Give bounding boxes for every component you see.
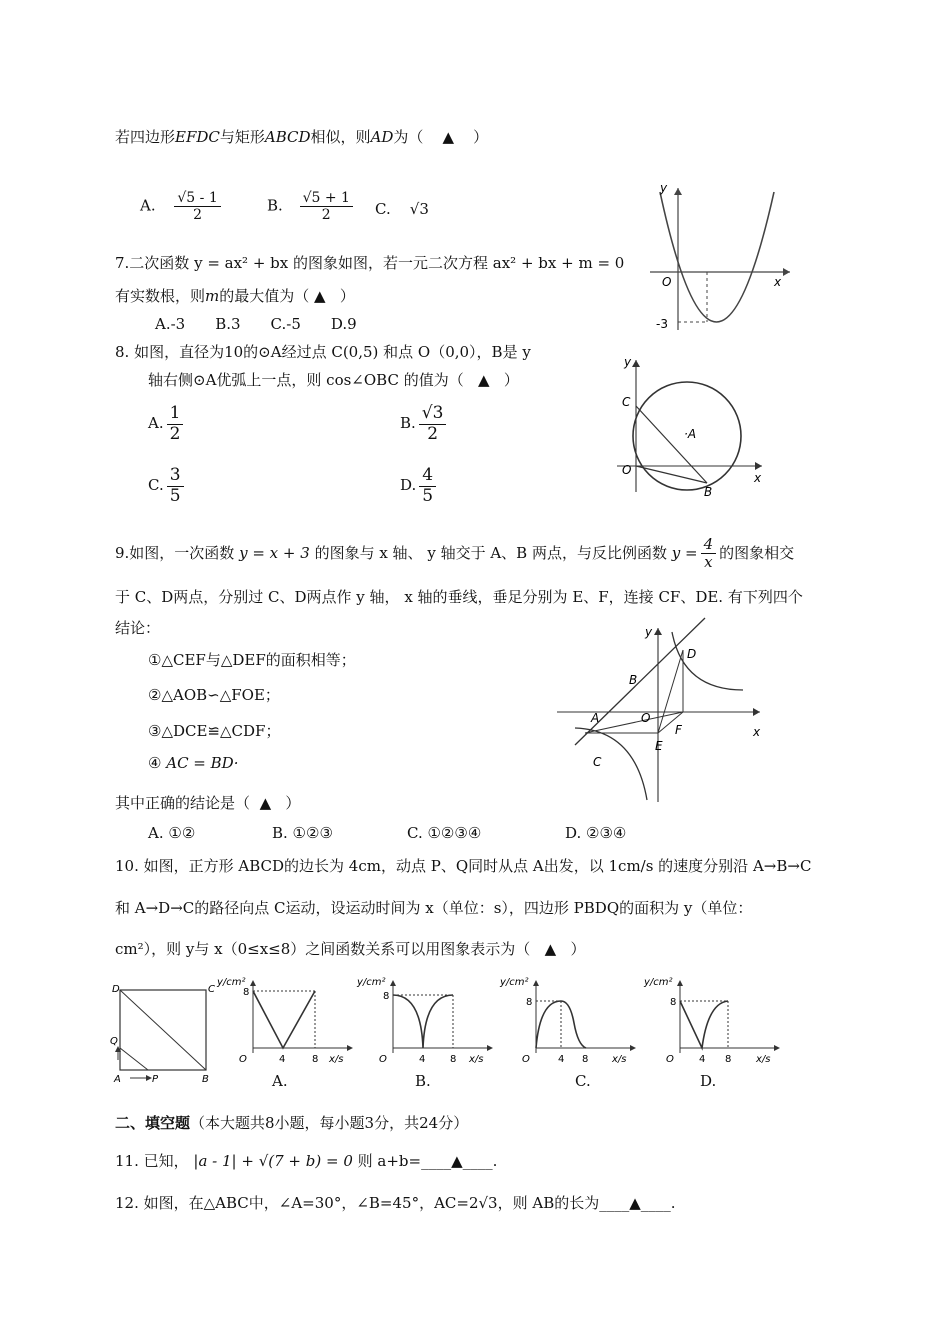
q8-a-label: ·A bbox=[684, 427, 697, 441]
q7-x-label: x bbox=[774, 275, 782, 289]
q6-option-c: C. √3 bbox=[375, 200, 429, 218]
q8-stem-line2: 轴右侧⊙A优弧上一点，则 cos∠OBC 的值为（ ▲ ） bbox=[148, 371, 519, 389]
q10-square-figure bbox=[108, 978, 220, 1086]
q10-ga-ylabel: y/cm² bbox=[217, 977, 246, 988]
q7-options: A.-3 B.3 C.-5 D.9 bbox=[155, 315, 357, 333]
answer-marker: ▲ bbox=[442, 128, 455, 146]
q10-sq-b: B bbox=[202, 1074, 209, 1085]
q10-graph-c-label: C. bbox=[575, 1072, 591, 1090]
q8-c-label: C bbox=[622, 395, 631, 409]
q8-option-d: D. $\frac{4}{5}$ bbox=[400, 466, 439, 506]
q7-y-label: y bbox=[660, 181, 668, 195]
q9-a-label: A bbox=[591, 711, 600, 725]
q6-option-b: B. $\frac{√5 + 1}{2}$ bbox=[267, 190, 356, 223]
q8-option-c: C. $\frac{3}{5}$ bbox=[148, 466, 187, 506]
q8-o-label: O bbox=[622, 463, 632, 477]
q10-gc-ylabel: y/cm² bbox=[500, 977, 529, 988]
q11: 11. 已知， |a - 1| + √(7 + b) = 0 则 a+b=____▲____. bbox=[115, 1152, 498, 1170]
q9-e-label: E bbox=[655, 739, 663, 753]
q10-gc-origin: O bbox=[522, 1054, 530, 1065]
q10-graph-d-label: D. bbox=[700, 1072, 717, 1090]
q8-option-b: B. $\frac{√3}{2}$ bbox=[400, 404, 449, 444]
q10-sq-q: Q bbox=[110, 1036, 118, 1047]
q10-graph-a bbox=[217, 973, 358, 1065]
q10-graph-b-label: B. bbox=[415, 1072, 431, 1090]
q6-option-a: A. $\frac{√5 - 1}{2}$ bbox=[140, 190, 224, 223]
q10-gb-ytick: 8 bbox=[383, 991, 390, 1002]
q10-sq-d: D bbox=[112, 984, 120, 995]
q10-stem-line2: 和 A→D→C的路径向点 C运动，设运动时间为 x（单位：s），四边形 PBDQ的面积为 y（单位： bbox=[115, 899, 753, 917]
q8-y-label: y bbox=[624, 355, 632, 369]
q10-gd-xtick4: 4 bbox=[699, 1054, 706, 1065]
q9-f-label: F bbox=[675, 723, 682, 737]
q7-parabola-graph bbox=[640, 180, 800, 340]
q10-gb-ylabel: y/cm² bbox=[357, 977, 386, 988]
q9-conclusion-1: ①△CEF与△DEF的面积相等； bbox=[148, 651, 356, 669]
q9-d-label: D bbox=[687, 647, 697, 661]
q10-gd-origin: O bbox=[666, 1054, 674, 1065]
q10-ga-ytick: 8 bbox=[243, 987, 250, 998]
q7-origin-label: O bbox=[662, 275, 672, 289]
q10-graph-a-label: A. bbox=[272, 1072, 288, 1090]
q10-ga-xtick8: 8 bbox=[312, 1054, 319, 1065]
q12: 12. 如图，在△ABC中，∠A=30°，∠B=45°，AC=2√3，则 AB的长为____▲____. bbox=[115, 1194, 676, 1212]
q8-x-label: x bbox=[754, 471, 762, 485]
q9-b-label: B bbox=[629, 673, 638, 687]
q10-stem: 10. 如图，正方形 ABCD的边长为 4cm，动点 P、Q同时从点 A出发，以 1cm/s 的速度分别沿 A→B→C bbox=[115, 857, 812, 875]
q10-gb-xlabel: x/s bbox=[469, 1054, 484, 1065]
q10-graph-d bbox=[644, 973, 785, 1065]
q10-gd-ylabel: y/cm² bbox=[644, 977, 673, 988]
q10-gb-xtick4: 4 bbox=[419, 1054, 426, 1065]
q10-gc-xtick8: 8 bbox=[582, 1054, 589, 1065]
q7-stem: 7.二次函数 y = ax² + bx 的图象如图，若一元二次方程 ax² + bx + m = 0 bbox=[115, 254, 625, 272]
q9-option-a: A. ①② bbox=[148, 824, 196, 842]
q9-option-c: C. ①②③④ bbox=[407, 824, 482, 842]
q10-graph-c bbox=[500, 973, 641, 1065]
q10-sq-p: P bbox=[152, 1074, 159, 1085]
q9-o-label: O bbox=[641, 711, 651, 725]
q10-ga-xlabel: x/s bbox=[329, 1054, 344, 1065]
q10-gc-ytick: 8 bbox=[526, 997, 533, 1008]
q6-stem: 若四边形EFDC与矩形ABCD相似，则AD为（ ▲ ） bbox=[115, 128, 489, 146]
q9-function-figure bbox=[555, 620, 775, 805]
q9-option-d: D. ②③④ bbox=[565, 824, 627, 842]
q9-y-label: y bbox=[645, 625, 653, 639]
q10-gd-xlabel: x/s bbox=[756, 1054, 771, 1065]
q9-question: 其中正确的结论是（ ▲ ） bbox=[115, 794, 301, 812]
q10-gd-xtick8: 8 bbox=[725, 1054, 732, 1065]
q8-b-label: B bbox=[704, 485, 713, 499]
q8-stem: 8. 如图，直径为10的⊙A经过点 C(0,5) 和点 O（0,0），B是 y bbox=[115, 343, 531, 361]
q10-gc-xtick4: 4 bbox=[558, 1054, 565, 1065]
section-2-heading: 二、填空题（本大题共8小题，每小题3分，共24分） bbox=[115, 1114, 469, 1132]
q10-sq-c: C bbox=[208, 984, 215, 995]
q8-circle-figure bbox=[612, 352, 772, 502]
q10-gc-xlabel: x/s bbox=[612, 1054, 627, 1065]
q10-ga-xtick4: 4 bbox=[279, 1054, 286, 1065]
q9-conclusion-2: ②△AOB∽△FOE； bbox=[148, 686, 280, 704]
q9-option-b: B. ①②③ bbox=[272, 824, 333, 842]
q10-graph-b bbox=[357, 973, 498, 1065]
q7-min-label: -3 bbox=[656, 317, 668, 331]
q9-stem-line3: 结论： bbox=[115, 619, 161, 637]
q9-conclusion-3: ③△DCE≌△CDF； bbox=[148, 722, 281, 740]
q10-stem-line3: cm²），则 y与 x（0≤x≤8）之间函数关系可以用图象表示为（ ▲ ） bbox=[115, 940, 586, 958]
q10-gd-ytick: 8 bbox=[670, 997, 677, 1008]
q9-stem-line2: 于 C、D两点，分别过 C、D两点作 y 轴， x 轴的垂线，垂足分别为 E、F，连接 CF、DE. 有下列四个 bbox=[115, 588, 803, 606]
q7-stem-line2: 有实数根，则m的最大值为（ ▲ ） bbox=[115, 287, 355, 305]
q10-sq-a: A bbox=[114, 1074, 121, 1085]
q10-gb-origin: O bbox=[379, 1054, 387, 1065]
q10-ga-origin: O bbox=[239, 1054, 247, 1065]
q9-x-label: x bbox=[753, 725, 761, 739]
q8-option-a: A. $\frac{1}{2}$ bbox=[148, 404, 186, 444]
q9-conclusion-4: ④ AC = BD· bbox=[148, 754, 239, 772]
q10-gb-xtick8: 8 bbox=[450, 1054, 457, 1065]
q9-c-label: C bbox=[593, 755, 602, 769]
q9-stem: 9.如图，一次函数 y = x + 3 的图象与 x 轴、 y 轴交于 A、B 两点，与反比例函数 y = $\frac{4}{x}$ 的图象相交 bbox=[115, 535, 795, 572]
